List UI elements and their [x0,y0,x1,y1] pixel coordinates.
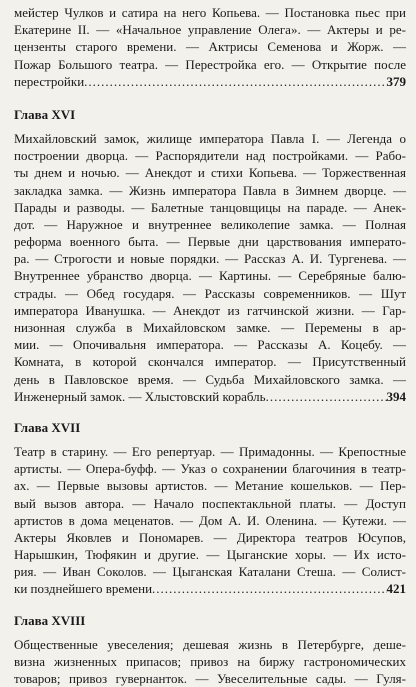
text-line: перестройки [14,73,85,89]
text-line: реформа военного быта. — Первые дни царствования императо- [14,234,406,250]
chapter-title: Глава XVIII [14,612,86,628]
text-line: закладка замка. — Жизнь императора Павла в Зимнем дворце. — [14,182,406,198]
text-line: вый вызов автора. — Начало поспектакльной платы. — Доступ [14,495,406,511]
text-line: Театр в старину. — Его репертуар. — Примадонны. — Крепостные [14,443,406,459]
toc-entry-last-line [14,388,406,405]
text-line: Екатерине II. — «Начальное управление Олега». — Актеры и ре- [14,22,406,38]
dot-leader [84,73,386,90]
page-number: 379 [386,73,406,89]
chapter-xv-continuation [14,4,406,90]
text-line: низонная служба в Михайловском замке. — Перемены в ар- [14,320,406,335]
text-line: Михайловский замок, жилище императора Павла I. — Легенда о [14,130,406,146]
text-line: мии. — Опочивальня императора. — Рассказы А. Коцебу. — [14,337,406,353]
chapter-xvi-summary [14,130,406,405]
text-line: визна жизненных припасов; привоз на биржу гастрономических [14,653,406,669]
text-line: Комната, в которой скончался император. — Присутственный [14,354,406,370]
dot-leader [152,580,386,597]
chapter-title: Глава XVII [14,419,81,435]
text-line: дот. — Наружное и внутреннее великолепие замка. — Полная [14,216,406,232]
text-line: артисты. — Опера-буфф. — Указ о сохранении благочиния в театр- [14,461,406,477]
text-line: Инженерный замок. — Хлыстовский корабль [14,388,266,404]
text-line: мейстер Чулков и сатира на него Копьева. — Постановка пьес при [14,5,406,20]
text-line: Общественные увеселения; дешевая жизнь в Петербурге, деше- [14,636,406,652]
text-line: ки позднейшего времени [14,581,153,597]
toc-entry-last-line [14,73,406,90]
text-line: страды. — Обед государя. — Рассказы современников. — Шут [14,285,406,301]
text-line: артистов в дома меценатов. — Дом А. И. Оленина. — Кутежи. — [14,512,406,528]
toc-entry-last-line [14,580,406,597]
chapter-title: Глава XVI [14,106,76,122]
text-line: товаров; привоз гувернанток. — Увеселительные сады. — Гуля- [14,671,406,686]
text-line: рия. — Иван Соколов. — Цыганская Каталани Стеша. — Солист- [14,564,406,580]
text-line: цензенты старого времени. — Актрисы Семенова и Жорж. — [14,39,406,55]
text-line: Внутреннее убранство дворца. — Картины. — Серебряные балю- [14,268,406,284]
dot-leader [266,388,387,405]
chapter-xviii-summary [14,636,406,687]
text-line: императора Иванушка. — Анекдот из гатчинской жизни. — Гар- [14,302,406,318]
chapter-xvii-summary [14,443,406,598]
text-line: построении дворца. — Распорядители над постройками. — Рабо- [14,148,406,164]
text-line: Парады и разводы. — Балетные танцовщицы на параде. — Анек- [14,199,406,215]
text-line: ра. — Строгости и новые порядки. — Рассказ А. И. Тургенева. — [14,251,406,267]
text-line: Актеры Яковлев и Пономарев. — Директора театров Юсупов, [14,529,406,545]
text-line: ты днем и ночью. — Анекдот и стихи Копьева. — Торжественная [14,165,406,181]
text-line: Пожар Большого театра. — Перестройка его. — Открытие после [14,56,406,72]
page-number: 421 [386,581,406,597]
page-number: 394 [386,388,406,404]
text-line: ах. — Первые вызовы артистов. — Метание кошельков. — Пер- [14,478,406,494]
text-line: день в Павловское время. — Судьба Михайловского замка. — [14,371,406,387]
text-line: Нарышкин, Тюфякин и другие. — Цыганские хоры. — Их исто- [14,547,406,563]
